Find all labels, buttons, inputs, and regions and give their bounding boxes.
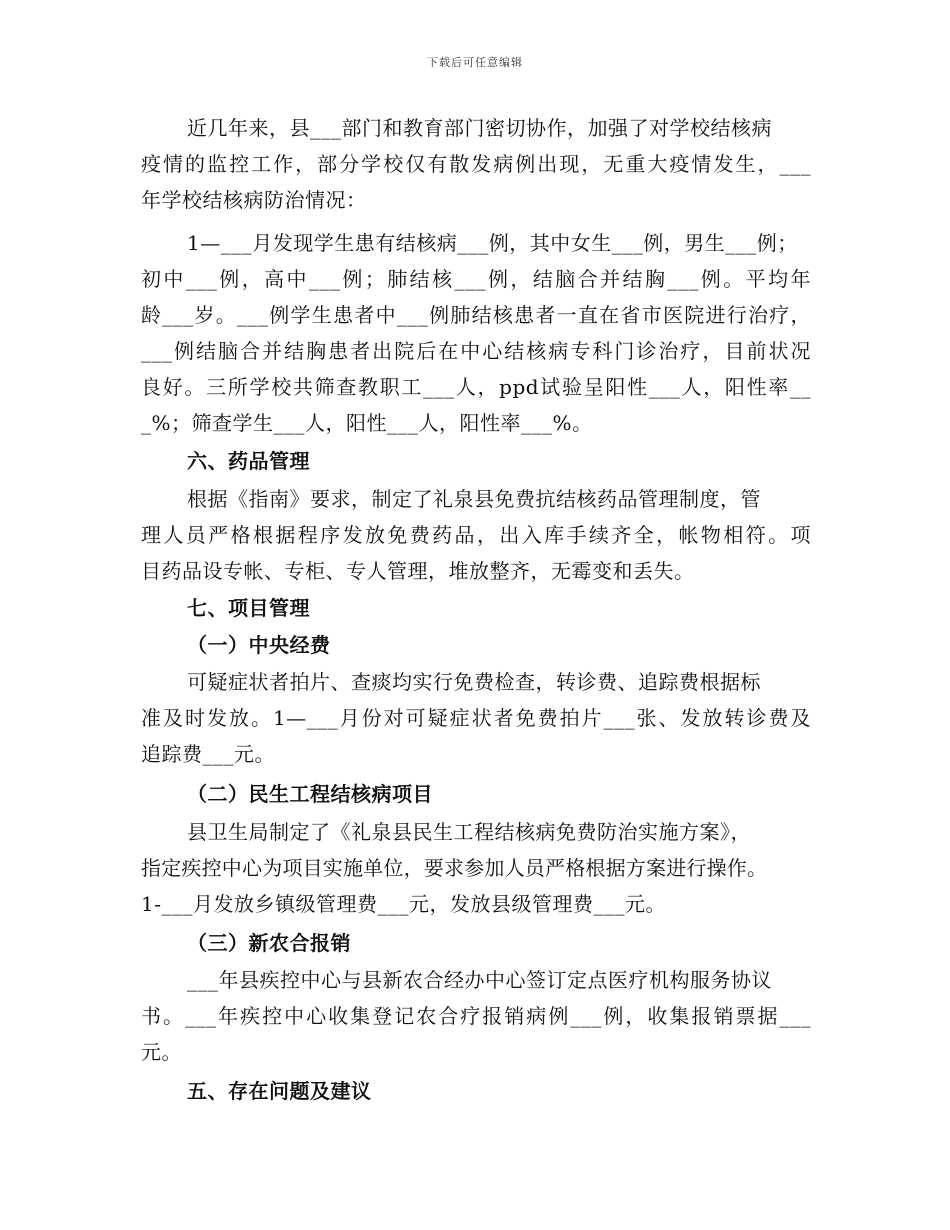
paragraph-line: 1—___月发现学生患有结核病___例，其中女生___例，男生___例； (187, 231, 798, 255)
paragraph-line: ___例结脑合并结胸患者出院后在中心结核病专科门诊治疗，目前状况 (141, 339, 811, 363)
paragraph-line: 县卫生局制定了《礼泉县民生工程结核病免费防治实施方案》， (187, 820, 751, 844)
section-heading: 六、药品管理 (187, 449, 310, 473)
paragraph-line: 龄___岁。___例学生患者中___例肺结核患者一直在省市医院进行治疗， (141, 303, 811, 327)
subsection-heading: （三）新农合报销 (187, 931, 351, 955)
section-heading: 五、存在问题及建议 (187, 1079, 372, 1103)
paragraph-line: 目药品设专帐、专柜、专人管理，堆放整齐，无霉变和丢失。 (141, 559, 695, 583)
paragraph-line: 指定疾控中心为项目实施单位，要求参加人员严格根据方案进行操作。 (141, 856, 768, 880)
paragraph-line: 理人员严格根据程序发放免费药品，出入库手续齐全，帐物相符。项 (141, 523, 811, 547)
paragraph-line: 1-___月发放乡镇级管理费___元，发放县级管理费___元。 (141, 892, 666, 916)
paragraph-line: 元。 (141, 1040, 182, 1064)
section-heading: 七、项目管理 (187, 596, 310, 620)
paragraph-line: 书。___年疾控中心收集登记农合疗报销病例___例，收集报销票据___ (141, 1004, 811, 1028)
paragraph-line: 根据《指南》要求，制定了礼泉县免费抗结核药品管理制度，管 (187, 487, 761, 511)
paragraph-line: ___年县疾控中心与县新农合经办中心签订定点医疗机构服务协议 (187, 968, 772, 992)
paragraph-line: 疫情的监控工作，部分学校仅有散发病例出现，无重大疫情发生，___ (141, 152, 811, 176)
paragraph-line: 追踪费___元。 (141, 742, 275, 766)
paragraph-line: _%；筛查学生___人，阳性___人，阳性率___%。 (141, 411, 593, 435)
subsection-heading: （一）中央经费 (187, 633, 331, 657)
paragraph-line: 初中___例，高中___例；肺结核___例，结脑合并结胸___例。平均年 (141, 267, 811, 291)
paragraph-line: 年学校结核病防治情况： (141, 188, 367, 212)
paragraph-line: 准及时发放。1—___月份对可疑症状者免费拍片___张、发放转诊费及 (141, 706, 811, 730)
page-header: 下载后可任意编辑 (427, 56, 523, 69)
subsection-heading: （二）民生工程结核病项目 (187, 782, 433, 806)
paragraph-line: 可疑症状者拍片、查痰均实行免费检查，转诊费、追踪费根据标 (187, 670, 761, 694)
paragraph-line: 近几年来，县___部门和教育部门密切协作，加强了对学校结核病 (187, 116, 772, 140)
paragraph-line: 良好。三所学校共筛查教职工___人，ppd试验呈阳性___人，阳性率__ (141, 375, 811, 399)
